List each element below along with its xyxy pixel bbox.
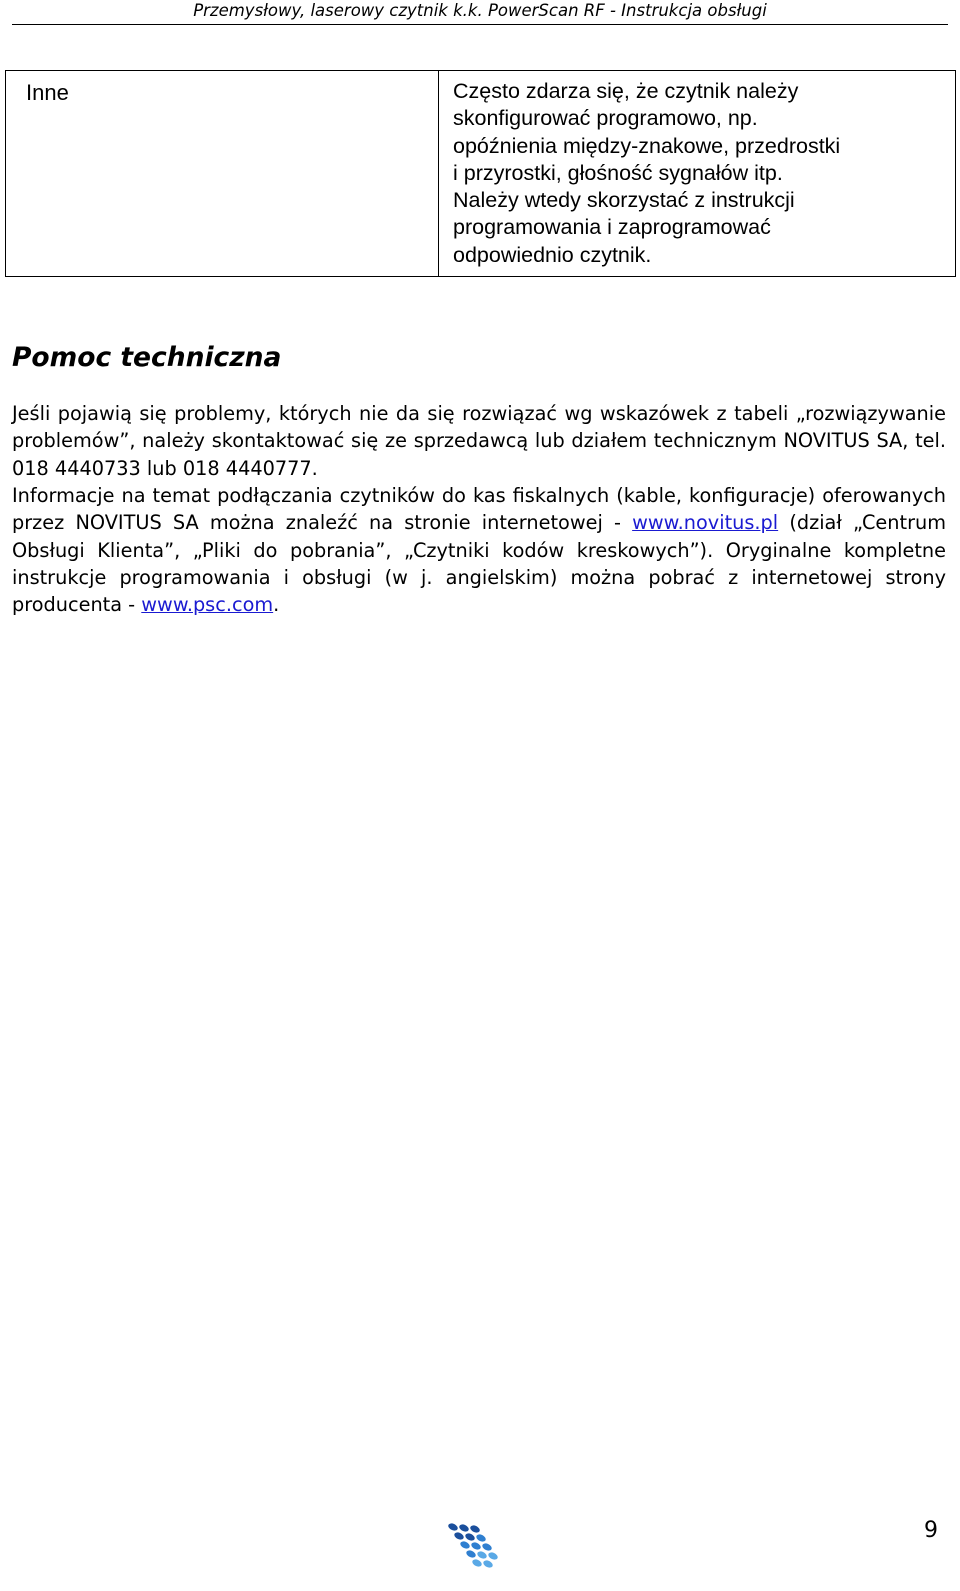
novitus-logo-icon xyxy=(444,1520,506,1570)
page-number: 9 xyxy=(924,1518,938,1543)
psc-link[interactable]: www.psc.com xyxy=(141,593,274,617)
table-cell-problem xyxy=(6,71,439,277)
section-title: Pomoc techniczna xyxy=(12,342,282,373)
table-cell-solution xyxy=(439,71,956,277)
paragraph-text: . xyxy=(273,593,280,617)
page-header xyxy=(12,0,948,25)
table-row xyxy=(6,71,956,277)
paragraph-support-contact: Jeśli pojawią się problemy, których nie da się rozwiązać wg wskazówek z tabeli „rozwiązywanie problemów”, należy skontaktować się ze sprzedawcą lub działem technicznym NOVITUS SA, tel. 018 4440733 lub 018 4440777. xyxy=(12,402,946,480)
problem-label: Inne xyxy=(26,80,69,105)
novitus-link[interactable]: www.novitus.pl xyxy=(632,511,779,535)
solution-text: Często zdarza się, że czytnik należy skonfigurować programowo, np. opóźnienia między-znakowe, przedrostki i przyrostki, głośność sygnałów itp. Należy wtedy skorzystać z instrukcji programowania i zaprogramować odpowiednio czytnik. xyxy=(453,79,841,267)
troubleshooting-table xyxy=(5,70,956,277)
header-title: Przemysłowy, laserowy czytnik k.k. PowerScan RF - Instrukcja obsługi xyxy=(193,1,767,20)
paragraph-text: (dział „Centrum Obsługi Klienta”, „Pliki do pobrania”, „Czytniki kodów kreskowych”). Oryginalne kompletne instrukcje programowania i obsługi (w j. angielskim) można pobrać z internetowej strony producenta - xyxy=(12,511,947,617)
logo-graphic xyxy=(444,1520,506,1570)
paragraph-resources xyxy=(12,482,946,618)
paragraph-text: Informacje na temat podłączania czytników do kas fiskalnych (kable, konfiguracje) oferowanych przez NOVITUS SA można znaleźć na stronie internetowej - xyxy=(12,484,946,535)
